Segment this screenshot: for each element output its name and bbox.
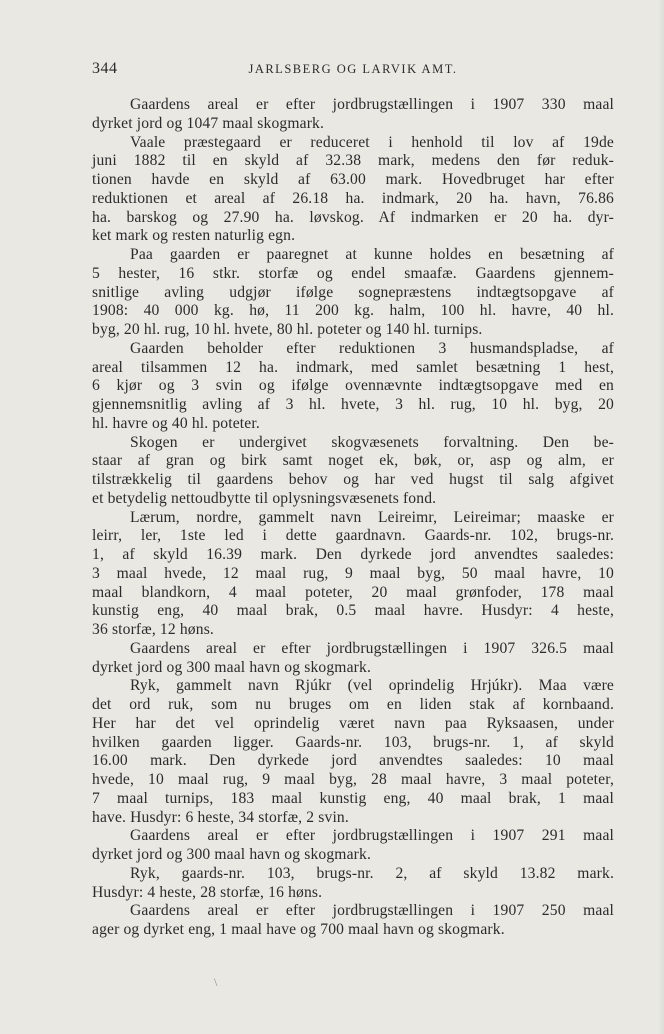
- text-line: dyrket jord og 300 maal havn og skogmark.: [92, 658, 371, 676]
- text-line: Ryk, gammelt navn Rjúkr (vel oprindelig Hrjúkr). Maa være: [130, 677, 614, 695]
- text-line: et betydelig nettoudbytte til oplysningsvæsenets fond.: [92, 489, 437, 507]
- text-line: 16.00 mark. Den dyrkede jord anvendtes saaledes: 10 maal: [92, 752, 614, 770]
- text-line: Gaardens areal er efter jordbrugstællingen i 1907 291 maal: [130, 827, 614, 845]
- text-line: Gaardens areal er efter jordbrugstællingen i 1907 326.5 maal: [130, 639, 614, 657]
- body-text: [92, 96, 614, 940]
- text-line: Gaardens areal er efter jordbrugstællingen i 1907 330 maal: [130, 96, 614, 113]
- text-line: hvede, 10 maal rug, 9 maal byg, 28 maal havre, 3 maal poteter,: [92, 771, 614, 788]
- text-line: Gaardens areal er efter jordbrugstællingen i 1907 250 maal: [130, 902, 614, 920]
- text-line: Gaarden beholder efter reduktionen 3 husmandspladse, af: [130, 339, 614, 357]
- page-header: [92, 60, 614, 82]
- running-head: JARLSBERG OG LARVIK AMT.: [248, 62, 458, 76]
- page-number: 344: [92, 60, 118, 77]
- text-line: areal tilsammen 12 ha. indmark, med samlet besætning 1 hest,: [92, 358, 614, 376]
- text-line: det ord ruk, som nu bruges om en liden stak af kornbaand.: [92, 696, 614, 713]
- stray-mark: \: [214, 975, 218, 989]
- text-line: 7 maal turnips, 183 maal kunstig eng, 40 maal brak, 1 maal: [92, 789, 614, 807]
- text-line: 3 maal hvede, 12 maal rug, 9 maal byg, 50 maal havre, 10: [92, 564, 614, 582]
- text-line: 1, af skyld 16.39 mark. Den dyrkede jord anvendtes saaledes:: [92, 546, 614, 563]
- text-line: ha. barskog og 27.90 ha. løvskog. Af indmarken er 20 ha. dyr-: [92, 208, 614, 226]
- text-line: Husdyr: 4 heste, 28 storfæ, 16 høns.: [92, 883, 323, 901]
- page-edge-shadow: [658, 0, 664, 1034]
- text-line: Vaale præstegaard er reduceret i henhold til lov af 19de: [130, 133, 614, 151]
- text-line: Her har det vel oprindelig været navn paa Ryksaasen, under: [92, 714, 614, 732]
- text-line: 36 storfæ, 12 høns.: [92, 621, 214, 638]
- text-line: Paa gaarden er paaregnet at kunne holdes en besætning af: [130, 246, 614, 263]
- text-line: tionen havde en skyld af 63.00 mark. Hovedbruget har efter: [92, 171, 614, 188]
- text-line: hvilken gaarden ligger. Gaards-nr. 103, brugs-nr. 1, af skyld: [92, 733, 614, 751]
- text-line: dyrket jord og 1047 maal skogmark.: [92, 114, 325, 132]
- text-line: Ryk, gaards-nr. 103, brugs-nr. 2, af skyld 13.82 mark.: [130, 864, 614, 882]
- text-line: Skogen er undergivet skogvæsenets forvaltning. Den be-: [130, 433, 614, 451]
- text-line: snitlige avling udgjør ifølge sognepræstens indtægtsopgave af: [92, 283, 614, 301]
- text-line: 1908: 40 000 kg. hø, 11 200 kg. halm, 100 hl. havre, 40 hl.: [92, 302, 614, 320]
- text-line: leirr, ler, 1ste led i dette gaardnavn. Gaards-nr. 102, brugs-nr.: [92, 527, 614, 545]
- text-line: 6 kjør og 3 svin og ifølge ovennævnte indtægtsopgave med en: [92, 377, 614, 395]
- text-line: reduktionen et areal af 26.18 ha. indmark, 20 ha. havn, 76.86: [92, 189, 614, 207]
- text-line: hl. havre og 40 hl. poteter.: [92, 414, 260, 432]
- text-line: 5 hester, 16 stkr. storfæ og endel smaafæ. Gaardens gjennem-: [92, 264, 614, 282]
- text-line: tilstrækkelig til gaardens behov og har ved hugst til salg afgivet: [92, 471, 614, 488]
- text-line: dyrket jord og 300 maal havn og skogmark.: [92, 846, 371, 863]
- text-line: kunstig eng, 40 maal brak, 0.5 maal havre. Husdyr: 4 heste,: [92, 602, 614, 620]
- text-line: ket mark og resten naturlig egn.: [92, 227, 296, 245]
- text-line: staar af gran og birk samt noget ek, bøk, or, asp og alm, er: [92, 452, 614, 470]
- text-line: gjennemsnitlig avling af 3 hl. hvete, 3 hl. rug, 10 hl. byg, 20: [92, 396, 614, 413]
- text-line: maal blandkorn, 4 maal poteter, 20 maal grønfoder, 178 maal: [92, 583, 614, 601]
- text-line: have. Husdyr: 6 heste, 34 storfæ, 2 svin.: [92, 808, 349, 826]
- text-line: byg, 20 hl. rug, 10 hl. hvete, 80 hl. poteter og 140 hl. turnips.: [92, 321, 483, 338]
- text-line: ager og dyrket eng, 1 maal have og 700 maal havn og skogmark.: [92, 921, 505, 938]
- text-line: Lærum, nordre, gammelt navn Leireimr, Leireimar; maaske er: [130, 508, 614, 526]
- text-line: juni 1882 til en skyld af 32.38 mark, medens den før reduk-: [92, 152, 614, 170]
